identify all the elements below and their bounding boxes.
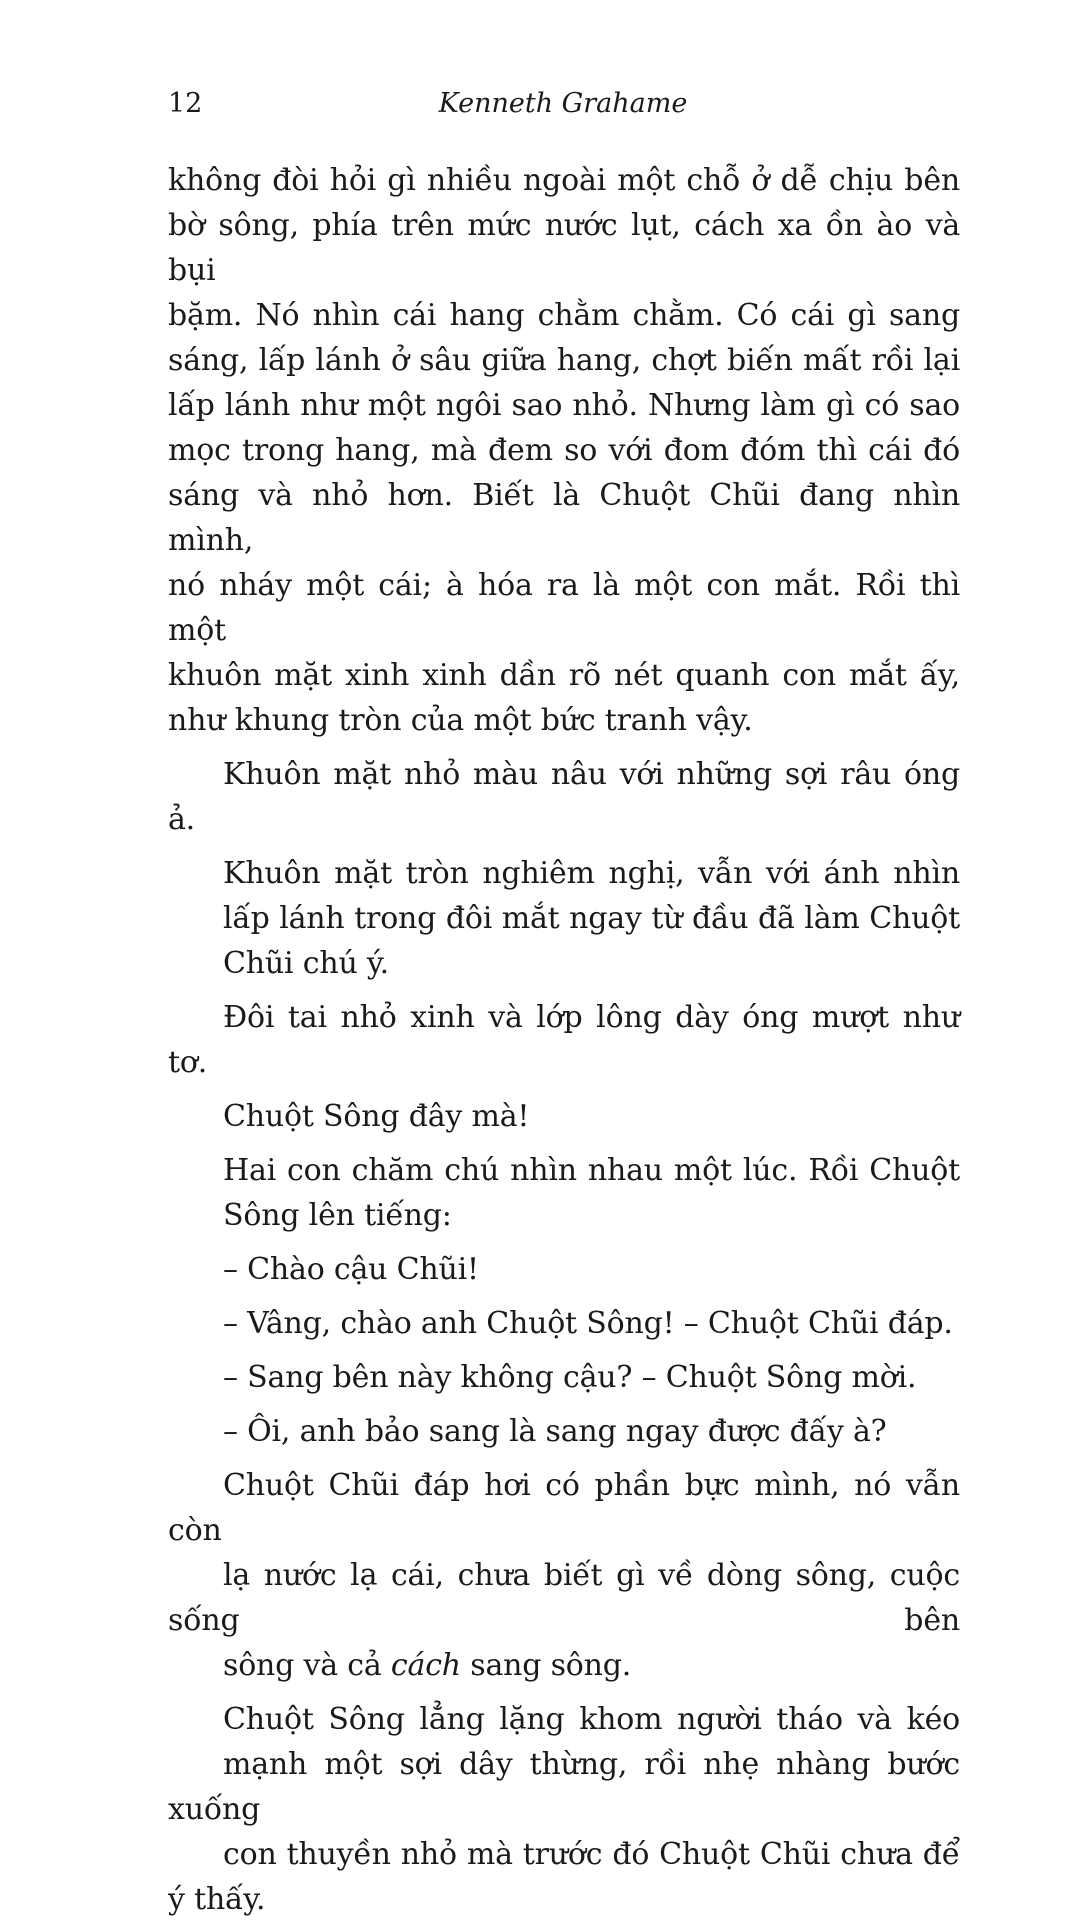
text-line: – Chào cậu Chũi!: [223, 1252, 479, 1287]
text-line: bờ sông, phía trên mức nước lụt, cách xa ồn ào và bụi: [168, 208, 960, 288]
text-line: Hai con chăm chú nhìn nhau một lúc. Rồi Chuột: [223, 1153, 960, 1188]
text-line: Chuột Chũi đáp hơi có phần bực mình, nó vẫn còn: [168, 1468, 960, 1548]
text-line: nó nháy một cái; à hóa ra là một con mắt. Rồi thì một: [168, 568, 960, 648]
paragraph: [168, 158, 960, 743]
page-number: 12: [168, 88, 203, 119]
paragraph: [168, 851, 960, 986]
body-text: [168, 158, 960, 1931]
text-line: Chuột Sông đây mà!: [223, 1099, 530, 1134]
text-line: Khuôn mặt tròn nghiêm nghị, vẫn với ánh nhìn: [223, 856, 960, 891]
text-line: như khung tròn của một bức tranh vậy.: [168, 703, 753, 738]
text-line: không đòi hỏi gì nhiều ngoài một chỗ ở dễ chịu bên: [168, 163, 960, 198]
paragraph: [168, 752, 960, 842]
text-line: Đôi tai nhỏ xinh và lớp lông dày óng mượt như tơ.: [168, 1000, 960, 1080]
text-line: – Sang bên này không cậu? – Chuột Sông mời.: [223, 1360, 917, 1395]
paragraph: [168, 1409, 960, 1454]
text-line: Sông lên tiếng:: [223, 1198, 452, 1233]
text-line: khuôn mặt xinh xinh dần rõ nét quanh con mắt ấy,: [168, 658, 960, 693]
paragraph: [168, 1355, 960, 1400]
page-header: [168, 88, 958, 128]
text-line: lạ nước lạ cái, chưa biết gì về dòng sông, cuộc sống bên: [168, 1558, 960, 1638]
text-line: – Ôi, anh bảo sang là sang ngay được đấy à?: [223, 1414, 887, 1449]
text-line: Chũi chú ý.: [223, 946, 390, 981]
emphasis: cách: [390, 1648, 461, 1683]
text-line: bặm. Nó nhìn cái hang chằm chằm. Có cái gì sang: [168, 298, 960, 333]
text-line: con thuyền nhỏ mà trước đó Chuột Chũi chưa để ý thấy.: [168, 1837, 960, 1917]
paragraph: [168, 1094, 960, 1139]
paragraph: [168, 1301, 960, 1346]
paragraph: [168, 1697, 960, 1922]
text-line: mạnh một sợi dây thừng, rồi nhẹ nhàng bước xuống: [168, 1747, 960, 1827]
paragraph: [168, 1247, 960, 1292]
text-line: lấp lánh trong đôi mắt ngay từ đầu đã làm Chuột: [223, 901, 960, 936]
text-line: sáng, lấp lánh ở sâu giữa hang, chợt biến mất rồi lại: [168, 343, 960, 378]
text-line: sáng và nhỏ hơn. Biết là Chuột Chũi đang nhìn mình,: [168, 478, 960, 558]
text-line: mọc trong hang, mà đem so với đom đóm thì cái đó: [168, 433, 960, 468]
paragraph: [168, 1148, 960, 1238]
text-line: Chuột Sông lẳng lặng khom người tháo và kéo: [223, 1702, 960, 1737]
text-line: – Vâng, chào anh Chuột Sông! – Chuột Chũi đáp.: [223, 1306, 953, 1341]
text-line: lấp lánh như một ngôi sao nhỏ. Nhưng làm gì có sao: [168, 388, 960, 423]
paragraph: [168, 1463, 960, 1688]
running-head-author: Kenneth Grahame: [438, 88, 688, 119]
paragraph: [168, 995, 960, 1085]
text-line: Khuôn mặt nhỏ màu nâu với những sợi râu óng ả.: [168, 757, 960, 837]
text-line: sông và cả cách sang sông.: [223, 1648, 632, 1683]
